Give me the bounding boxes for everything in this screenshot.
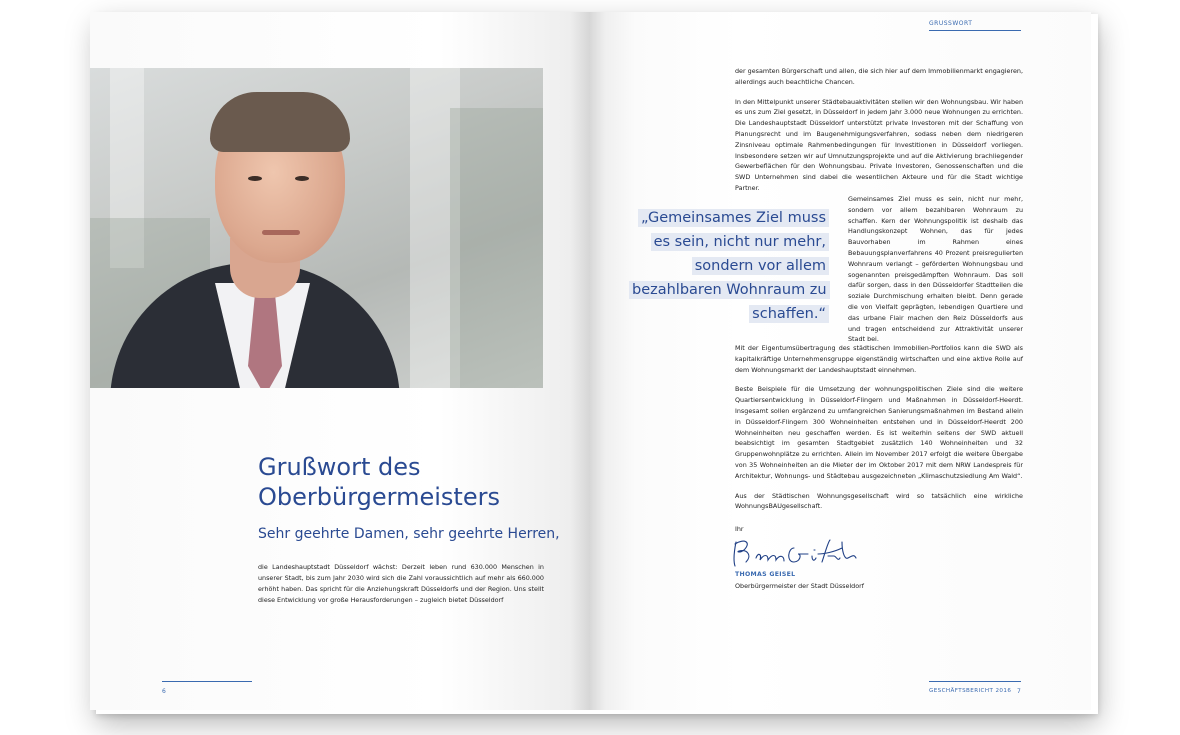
body-column-top — [735, 66, 1023, 203]
page-number-right: 7 — [1017, 688, 1021, 695]
footer-rule-right — [929, 681, 1021, 682]
body-paragraph: In den Mittelpunkt unserer Städtebauaktivitäten stellen wir den Wohnungsbau. Wir haben es uns zum Ziel gesetzt, in Düsseldorf in jedem Jahr 3.000 neue Wohnungen zu errichten. Die Landeshauptstadt Düsseldorf unterstützt private Investoren mit der Schaffung von Planungsrecht und im Baugenehmigungsverfahren, sodass neben dem niedrigeren Zinsniveau optimale Rahmenbedingungen für Investitionen in Düsseldorf vorliegen. Insbesondere setzen wir auf Umnutzungsprojekte und auf die Aktivierung brachliegender Gewerbeflächen für den Wohnungsbau. Private Investoren, Genossenschaften und die SWD Unternehmen sind dabei die wesentlichen Akteure und für die Stadt wichtige Partner. — [735, 97, 1023, 192]
header-rule — [929, 30, 1021, 31]
body-column-beside-quote — [848, 194, 1023, 345]
portrait-eye-left — [248, 176, 262, 181]
portrait-photo — [90, 68, 543, 388]
portrait-mouth — [262, 230, 300, 235]
portrait-hair — [210, 92, 350, 152]
pull-quote-text: „Gemeinsames Ziel muss es sein, nicht nur mehr, sondern vor allem bezahlbaren Wohnraum zu schaffen.“ — [629, 209, 830, 323]
body-paragraph: der gesamten Bürgerschaft und allen, die sich hier auf dem Immobilienmarkt engagieren, allerdings auch beachtliche Chancen. — [735, 67, 1023, 86]
footer-label: GESCHÄFTSBERICHT 2016 — [929, 688, 1012, 694]
signer-role: Oberbürgermeister der Stadt Düsseldorf — [735, 582, 865, 590]
body-paragraph: Gemeinsames Ziel muss es sein, nicht nur mehr, sondern vor allem bezahlbaren Wohnraum zu schaffen. Kern der Wohnungspolitik ist deshalb das Handlungskonzept Wohnen, das für jedes Bauvorhaben im Rahmen eines Bebauungsplanverfahrens 40 Prozent preisregulierten Wohnraum verlangt – geförderten Wohnungsbau und sogenannten preisgedämpften Wohnraum. Das soll dafür sorgen, dass in den Düsseldorfer Stadtteilen die soziale Durchmischung erhalten bleibt. Denn gerade die von Vielfalt geprägten, lebendigen Quartiere und das urbane Flair machen den Reiz Düsseldorfs aus und tragen entscheidend zur Attraktivität unserer Stadt bei. — [848, 195, 1023, 344]
closing-word: Ihr — [735, 525, 744, 533]
body-column-bottom — [735, 343, 1023, 521]
page-number-left: 6 — [162, 688, 166, 695]
page-title: Grußwort des Oberbürgermeisters — [258, 453, 500, 511]
portrait-eye-right — [295, 176, 309, 181]
pull-quote — [629, 206, 829, 326]
handwritten-signature — [730, 534, 870, 570]
intro-paragraph: die Landeshauptstadt Düsseldorf wächst: Derzeit leben rund 630.000 Menschen in unserer Stadt, bis zum Jahr 2030 wird sich die Zahl voraussichtlich auf mehr als 660.000 erhöht haben. Das spricht für die Anziehungskraft Düsseldorfs und der Region. Uns stellt diese Entwicklung vor große Herausforderungen – zugleich bietet Düsseldorf — [258, 563, 544, 604]
footer-rule-left — [162, 681, 252, 682]
section-header: GRUSSWORT — [929, 20, 973, 27]
body-paragraph: Beste Beispiele für die Umsetzung der wohnungspolitischen Ziele sind die weitere Quartiersentwicklung in Düsseldorf-Flingern und Maßnahmen in Düsseldorf-Heerdt. Insgesamt sollen ergänzend zu umfangreichen Sanierungsmaßnahmen im Bestand allein in Düsseldorf-Flingern 300 Wohneinheiten entstehen und in Düsseldorf-Heerdt 200 Wohneinheiten neu geschaffen werden. Es ist weiterhin seitens der SWD aktuell beabsichtigt im gesamten Stadtgebiet zusätzlich 140 Wohneinheiten und 32 Gruppenwohnplätze zu errichten. Allein im November 2017 erfolgt die weitere Übergabe von 35 Wohneinheiten an die Mieter der im Oktober 2017 mit dem NRW Landespreis für Architektur, Wohnungs- und Städtebau ausgezeichneten „Klimaschutzsiedlung Am Wald“. — [735, 385, 1023, 480]
left-page — [90, 12, 590, 710]
body-paragraph: Mit der Eigentumsübertragung des städtischen Immobilien-Portfolios kann die SWD als kapitalkräftige Unternehmensgruppe eigenständig wirtschaften und eine aktive Rolle auf dem Wohnungsmarkt der Landeshauptstadt einnehmen. — [735, 344, 1023, 374]
salutation: Sehr geehrte Damen, sehr geehrte Herren, — [258, 526, 560, 542]
body-paragraph: Aus der Städtischen Wohnungsgesellschaft wird so tatsächlich eine wirkliche WohnungsBAUgesellschaft. — [735, 491, 1023, 511]
signer-name: THOMAS GEISEL — [735, 571, 796, 578]
right-page — [590, 12, 1091, 710]
